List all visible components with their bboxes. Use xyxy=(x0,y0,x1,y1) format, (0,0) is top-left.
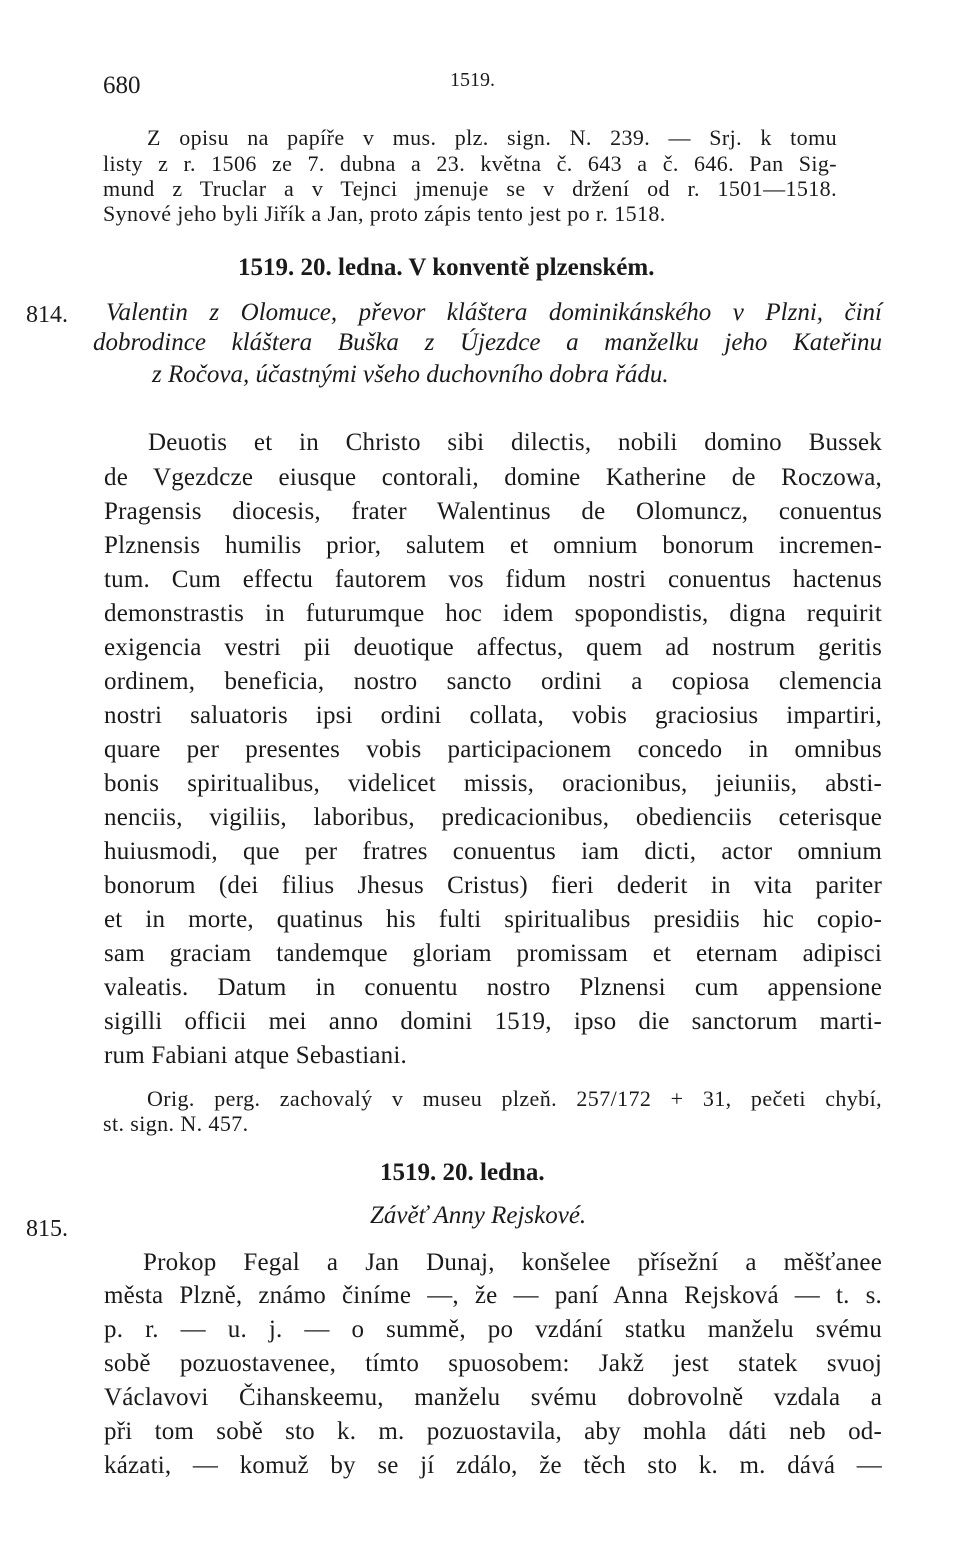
text-line: p. r. — u. j. — o summě, po vzdání statku manželu svému xyxy=(104,1316,882,1343)
text-line: de Vgezdcze eiusque contorali, domine Katherine de Roczowa, xyxy=(104,464,882,491)
text-line: rum Fabiani atque Sebastiani. xyxy=(104,1042,407,1069)
text-line: při tom sobě sto k. m. pozuostavila, aby mohla dáti neb od- xyxy=(104,1418,882,1445)
text-line: Pragensis diocesis, frater Walentinus de Olomuncz, conuentus xyxy=(104,498,882,525)
text-line: bonis spiritualibus, videlicet missis, oracionibus, jeiuniis, absti- xyxy=(104,770,882,797)
entry-number: 814. xyxy=(26,302,68,328)
entry-heading: 1519. 20. ledna. xyxy=(380,1159,545,1186)
text-line: Deuotis et in Christo sibi dilectis, nobili domino Bussek xyxy=(148,429,882,456)
source-note-line: Orig. perg. zachovalý v museu plzeň. 257/172 + 31, pečeti chybí, xyxy=(147,1086,882,1111)
text-line: sigilli officii mei anno domini 1519, ipso die sanctorum marti- xyxy=(104,1008,882,1035)
intro-line: mund z Truclar a v Tejnci jmenuje se v držení od r. 1501—1518. xyxy=(103,176,837,201)
text-line: tum. Cum effectu fautorem vos fidum nostri conuentus hactenus xyxy=(104,566,882,593)
text-line: sobě pozuostavenee, tímto spuosobem: Jakž jest statek svuoj xyxy=(104,1350,882,1377)
entry-number: 815. xyxy=(26,1216,68,1242)
text-line: nenciis, vigiliis, laboribus, predicacionibus, obedienciis ceterisque xyxy=(104,804,882,831)
text-line: sam graciam tandemque gloriam promissam et eternam adipisci xyxy=(104,940,882,967)
entry-summary: Závěť Anny Rejskové. xyxy=(370,1202,587,1229)
text-line: quare per presentes vobis participacionem concedo in omnibus xyxy=(104,736,882,763)
text-line: ordinem, beneficia, nostro sancto ordini a copiosa clemencia xyxy=(104,668,882,695)
text-line: nostri saluatoris ipsi ordini collata, vobis graciosius impartiri, xyxy=(104,702,882,729)
text-line: Prokop Fegal a Jan Dunaj, konšelee přísežní a měšťanee xyxy=(143,1249,882,1276)
text-line: Plznensis humilis prior, salutem et omnium bonorum incremen- xyxy=(104,532,882,559)
text-line: kázati, — komuž by se jí zdálo, že těch sto k. m. dává — xyxy=(104,1452,882,1479)
intro-line: listy z r. 1506 ze 7. dubna a 23. května č. 643 a č. 646. Pan Sig- xyxy=(103,151,837,176)
text-line: exigencia vestri pii deuotique affectus, quem ad nostrum geritis xyxy=(104,634,882,661)
intro-line: Synové jeho byli Jiřík a Jan, proto zápis tento jest po r. 1518. xyxy=(103,201,666,226)
source-note-line: st. sign. N. 457. xyxy=(103,1111,249,1136)
text-line: Václavovi Čihanskeemu, manželu svému dobrovolně vzdala a xyxy=(104,1384,882,1411)
text-line: demonstrastis in futurumque hoc idem spopondistis, digna requirit xyxy=(104,600,882,627)
entry-summary-line: Valentin z Olomuce, převor kláštera dominikánského v Plzni, činí xyxy=(106,299,882,326)
entry-summary-line: dobrodince kláštera Buška z Újezdce a manželku jeho Kateřinu xyxy=(93,329,882,356)
text-line: bonorum (dei filius Jhesus Cristus) fieri dederit in vita pariter xyxy=(104,872,882,899)
entry-heading: 1519. 20. ledna. V konventě plzenském. xyxy=(238,254,655,281)
intro-line: Z opisu na papíře v mus. plz. sign. N. 239. — Srj. k tomu xyxy=(147,125,837,150)
text-line: města Plzně, známo činíme —, že — paní Anna Rejsková — t. s. xyxy=(104,1282,882,1309)
text-line: huiusmodi, que per fratres conuentus iam dicti, actor omnium xyxy=(104,838,882,865)
text-line: et in morte, quatinus his fulti spiritualibus presidiis hic copio- xyxy=(104,906,882,933)
running-head: 1519. xyxy=(450,69,495,91)
entry-summary-line: z Ročova, účastnými všeho duchovního dobra řádu. xyxy=(152,361,669,388)
text-line: valeatis. Datum in conuentu nostro Plznensi cum appensione xyxy=(104,974,882,1001)
page-number: 680 xyxy=(103,72,141,99)
